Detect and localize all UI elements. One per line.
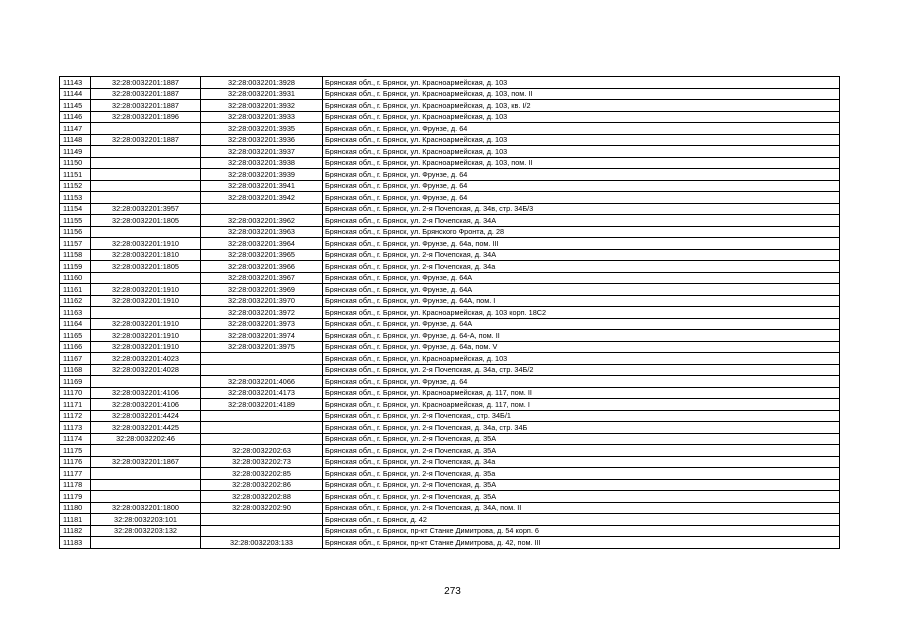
row-number-cell: 11152	[60, 180, 91, 192]
address-cell: Брянская обл., г. Брянск, ул. Красноармейская, д. 103 корп. 18С2	[323, 307, 840, 319]
cadastral-number-cell: 32:28:0032201:3942	[201, 192, 323, 204]
parent-cadastral-number-cell: 32:28:0032201:4106	[91, 399, 201, 411]
parent-cadastral-number-cell: 32:28:0032201:1887	[91, 88, 201, 100]
row-number-cell: 11172	[60, 410, 91, 422]
row-number-cell: 11145	[60, 100, 91, 112]
cadastral-number-cell: 32:28:0032201:3938	[201, 157, 323, 169]
table-row	[60, 376, 840, 388]
address-cell: Брянская обл., г. Брянск, ул. Фрунзе, д. 64а, пом. V	[323, 341, 840, 353]
address-cell: Брянская обл., г. Брянск, ул. Фрунзе, д. 64	[323, 376, 840, 388]
table-row	[60, 295, 840, 307]
address-cell: Брянская обл., г. Брянск, ул. 2-я Почепская, д. 34а, стр. 34Б/2	[323, 364, 840, 376]
cadastral-number-cell: 32:28:0032202:88	[201, 491, 323, 503]
parent-cadastral-number-cell	[91, 537, 201, 549]
row-number-cell: 11166	[60, 341, 91, 353]
row-number-cell: 11179	[60, 491, 91, 503]
row-number-cell: 11150	[60, 157, 91, 169]
page-number: 273	[444, 586, 461, 597]
row-number-cell: 11148	[60, 134, 91, 146]
parent-cadastral-number-cell: 32:28:0032201:1887	[91, 100, 201, 112]
row-number-cell: 11171	[60, 399, 91, 411]
address-cell: Брянская обл., г. Брянск, ул. Фрунзе, д. 64	[323, 123, 840, 135]
cadastral-number-cell: 32:28:0032201:3939	[201, 169, 323, 181]
table-row	[60, 111, 840, 123]
address-cell: Брянская обл., г. Брянск, ул. Брянского Фронта, д. 28	[323, 226, 840, 238]
cadastral-number-cell: 32:28:0032201:4173	[201, 387, 323, 399]
cadastral-number-cell: 32:28:0032201:3963	[201, 226, 323, 238]
row-number-cell: 11160	[60, 272, 91, 284]
address-cell: Брянская обл., г. Брянск, ул. Красноармейская, д. 103	[323, 146, 840, 158]
parent-cadastral-number-cell: 32:28:0032201:1910	[91, 341, 201, 353]
row-number-cell: 11144	[60, 88, 91, 100]
table-row	[60, 525, 840, 537]
parent-cadastral-number-cell: 32:28:0032201:1867	[91, 456, 201, 468]
cadastral-number-cell: 32:28:0032201:3931	[201, 88, 323, 100]
table-row	[60, 341, 840, 353]
table-row	[60, 307, 840, 319]
cadastral-number-cell: 32:28:0032202:90	[201, 502, 323, 514]
table-row	[60, 134, 840, 146]
row-number-cell: 11165	[60, 330, 91, 342]
address-cell: Брянская обл., г. Брянск, ул. 2-я Почепская, д. 34а, стр. 34Б	[323, 422, 840, 434]
cadastral-number-cell	[201, 203, 323, 215]
cadastral-number-cell	[201, 364, 323, 376]
registry-table	[59, 76, 840, 549]
table-row	[60, 537, 840, 549]
parent-cadastral-number-cell: 32:28:0032201:1910	[91, 284, 201, 296]
row-number-cell: 11158	[60, 249, 91, 261]
cadastral-number-cell	[201, 525, 323, 537]
row-number-cell: 11170	[60, 387, 91, 399]
row-number-cell: 11180	[60, 502, 91, 514]
cadastral-number-cell: 32:28:0032201:3937	[201, 146, 323, 158]
address-cell: Брянская обл., г. Брянск, ул. 2-я Почепская, д. 34А	[323, 215, 840, 227]
table-row	[60, 284, 840, 296]
cadastral-number-cell: 32:28:0032201:3967	[201, 272, 323, 284]
address-cell: Брянская обл., г. Брянск, ул. Красноармейская, д. 103, пом. II	[323, 157, 840, 169]
table-row	[60, 433, 840, 445]
cadastral-number-cell: 32:28:0032201:4066	[201, 376, 323, 388]
parent-cadastral-number-cell: 32:28:0032201:4028	[91, 364, 201, 376]
parent-cadastral-number-cell	[91, 468, 201, 480]
parent-cadastral-number-cell: 32:28:0032201:1805	[91, 261, 201, 273]
row-number-cell: 11181	[60, 514, 91, 526]
table-row	[60, 456, 840, 468]
table-row	[60, 215, 840, 227]
cadastral-number-cell: 32:28:0032201:3975	[201, 341, 323, 353]
row-number-cell: 11175	[60, 445, 91, 457]
address-cell: Брянская обл., г. Брянск, ул. 2-я Почепская, д. 34а	[323, 261, 840, 273]
table-row	[60, 491, 840, 503]
address-cell: Брянская обл., г. Брянск, ул. Фрунзе, д. 64а, пом. III	[323, 238, 840, 250]
table-row	[60, 399, 840, 411]
cadastral-number-cell	[201, 410, 323, 422]
address-cell: Брянская обл., г. Брянск, ул. Красноармейская, д. 103, пом. II	[323, 88, 840, 100]
row-number-cell: 11167	[60, 353, 91, 365]
address-cell: Брянская обл., г. Брянск, ул. 2-я Почепская, д. 35А	[323, 491, 840, 503]
address-cell: Брянская обл., г. Брянск, ул. 2-я Почепская, д. 34а	[323, 456, 840, 468]
cadastral-number-cell: 32:28:0032202:85	[201, 468, 323, 480]
parent-cadastral-number-cell: 32:28:0032203:132	[91, 525, 201, 537]
cadastral-number-cell: 32:28:0032201:3933	[201, 111, 323, 123]
parent-cadastral-number-cell	[91, 272, 201, 284]
parent-cadastral-number-cell: 32:28:0032201:4424	[91, 410, 201, 422]
cadastral-number-cell: 32:28:0032202:63	[201, 445, 323, 457]
parent-cadastral-number-cell: 32:28:0032201:1910	[91, 318, 201, 330]
row-number-cell: 11178	[60, 479, 91, 491]
cadastral-number-cell: 32:28:0032201:3969	[201, 284, 323, 296]
parent-cadastral-number-cell	[91, 226, 201, 238]
address-cell: Брянская обл., г. Брянск, ул. Фрунзе, д. 64	[323, 169, 840, 181]
address-cell: Брянская обл., г. Брянск, ул. Фрунзе, д. 64	[323, 192, 840, 204]
parent-cadastral-number-cell	[91, 376, 201, 388]
address-cell: Брянская обл., г. Брянск, ул. Фрунзе, д. 64А	[323, 272, 840, 284]
table-row	[60, 479, 840, 491]
parent-cadastral-number-cell: 32:28:0032201:1910	[91, 295, 201, 307]
table-row	[60, 249, 840, 261]
row-number-cell: 11168	[60, 364, 91, 376]
row-number-cell: 11169	[60, 376, 91, 388]
cadastral-number-cell: 32:28:0032201:4189	[201, 399, 323, 411]
row-number-cell: 11176	[60, 456, 91, 468]
parent-cadastral-number-cell: 32:28:0032201:1800	[91, 502, 201, 514]
cadastral-number-cell: 32:28:0032201:3974	[201, 330, 323, 342]
table-row	[60, 387, 840, 399]
cadastral-number-cell: 32:28:0032201:3965	[201, 249, 323, 261]
cadastral-number-cell: 32:28:0032201:3972	[201, 307, 323, 319]
cadastral-number-cell: 32:28:0032201:3966	[201, 261, 323, 273]
cadastral-number-cell	[201, 422, 323, 434]
row-number-cell: 11159	[60, 261, 91, 273]
parent-cadastral-number-cell	[91, 307, 201, 319]
table-row	[60, 226, 840, 238]
table-row	[60, 318, 840, 330]
parent-cadastral-number-cell: 32:28:0032201:1910	[91, 330, 201, 342]
row-number-cell: 11183	[60, 537, 91, 549]
cadastral-number-cell	[201, 353, 323, 365]
cadastral-number-cell: 32:28:0032201:3962	[201, 215, 323, 227]
address-cell: Брянская обл., г. Брянск, ул. Фрунзе, д. 64А, пом. I	[323, 295, 840, 307]
table-row	[60, 88, 840, 100]
table-row	[60, 422, 840, 434]
cadastral-number-cell: 32:28:0032201:3973	[201, 318, 323, 330]
parent-cadastral-number-cell: 32:28:0032201:1896	[91, 111, 201, 123]
address-cell: Брянская обл., г. Брянск, ул. Красноармейская, д. 117, пом. II	[323, 387, 840, 399]
row-number-cell: 11155	[60, 215, 91, 227]
cadastral-number-cell	[201, 433, 323, 445]
row-number-cell: 11182	[60, 525, 91, 537]
address-cell: Брянская обл., г. Брянск, ул. Красноармейская, д. 103, кв. I/2	[323, 100, 840, 112]
table-row	[60, 180, 840, 192]
address-cell: Брянская обл., г. Брянск, ул. Фрунзе, д. 64-А, пом. II	[323, 330, 840, 342]
table-row	[60, 192, 840, 204]
row-number-cell: 11143	[60, 77, 91, 89]
address-cell: Брянская обл., г. Брянск, ул. Красноармейская, д. 103	[323, 77, 840, 89]
address-cell: Брянская обл., г. Брянск, ул. Фрунзе, д. 64А	[323, 284, 840, 296]
table-row	[60, 238, 840, 250]
address-cell: Брянская обл., г. Брянск, ул. 2-я Почепская, д. 34в, стр. 34Б/3	[323, 203, 840, 215]
cadastral-number-cell: 32:28:0032201:3970	[201, 295, 323, 307]
table-row	[60, 330, 840, 342]
cadastral-number-cell: 32:28:0032201:3941	[201, 180, 323, 192]
address-cell: Брянская обл., г. Брянск, ул. 2-я Почепская, д. 35А	[323, 445, 840, 457]
registry-table-body	[60, 77, 840, 549]
parent-cadastral-number-cell	[91, 157, 201, 169]
cadastral-number-cell	[201, 514, 323, 526]
address-cell: Брянская обл., г. Брянск, ул. 2-я Почепская, д. 34А	[323, 249, 840, 261]
row-number-cell: 11161	[60, 284, 91, 296]
parent-cadastral-number-cell: 32:28:0032201:1910	[91, 238, 201, 250]
table-row	[60, 169, 840, 181]
address-cell: Брянская обл., г. Брянск, д. 42	[323, 514, 840, 526]
row-number-cell: 11164	[60, 318, 91, 330]
cadastral-number-cell: 32:28:0032201:3964	[201, 238, 323, 250]
parent-cadastral-number-cell: 32:28:0032202:46	[91, 433, 201, 445]
parent-cadastral-number-cell	[91, 445, 201, 457]
cadastral-number-cell: 32:28:0032203:133	[201, 537, 323, 549]
address-cell: Брянская обл., г. Брянск, ул. 2-я Почепская, д. 35а	[323, 468, 840, 480]
table-row	[60, 146, 840, 158]
parent-cadastral-number-cell	[91, 479, 201, 491]
parent-cadastral-number-cell: 32:28:0032201:4023	[91, 353, 201, 365]
parent-cadastral-number-cell: 32:28:0032201:4425	[91, 422, 201, 434]
row-number-cell: 11149	[60, 146, 91, 158]
address-cell: Брянская обл., г. Брянск, ул. 2-я Почепская, д. 35А	[323, 479, 840, 491]
parent-cadastral-number-cell: 32:28:0032201:1887	[91, 77, 201, 89]
parent-cadastral-number-cell	[91, 180, 201, 192]
address-cell: Брянская обл., г. Брянск, ул. 2-я Почепская, д. 34А, пом. II	[323, 502, 840, 514]
row-number-cell: 11157	[60, 238, 91, 250]
parent-cadastral-number-cell	[91, 146, 201, 158]
parent-cadastral-number-cell	[91, 123, 201, 135]
address-cell: Брянская обл., г. Брянск, ул. Фрунзе, д. 64	[323, 180, 840, 192]
address-cell: Брянская обл., г. Брянск, ул. Красноармейская, д. 117, пом. I	[323, 399, 840, 411]
cadastral-number-cell: 32:28:0032202:86	[201, 479, 323, 491]
row-number-cell: 11147	[60, 123, 91, 135]
address-cell: Брянская обл., г. Брянск, ул. Красноармейская, д. 103	[323, 134, 840, 146]
address-cell: Брянская обл., г. Брянск, ул. 2-я Почепская, д. 35А	[323, 433, 840, 445]
row-number-cell: 11153	[60, 192, 91, 204]
parent-cadastral-number-cell: 32:28:0032201:3957	[91, 203, 201, 215]
table-row	[60, 502, 840, 514]
table-row	[60, 468, 840, 480]
cadastral-number-cell: 32:28:0032201:3928	[201, 77, 323, 89]
address-cell: Брянская обл., г. Брянск, ул. 2-я Почепская,, стр. 34Б/1	[323, 410, 840, 422]
table-row	[60, 261, 840, 273]
cadastral-number-cell: 32:28:0032202:73	[201, 456, 323, 468]
table-row	[60, 410, 840, 422]
table-row	[60, 364, 840, 376]
address-cell: Брянская обл., г. Брянск, пр-кт Станке Димитрова, д. 54 корп. 6	[323, 525, 840, 537]
address-cell: Брянская обл., г. Брянск, пр-кт Станке Димитрова, д. 42, пом. III	[323, 537, 840, 549]
row-number-cell: 11177	[60, 468, 91, 480]
parent-cadastral-number-cell: 32:28:0032201:1805	[91, 215, 201, 227]
parent-cadastral-number-cell	[91, 192, 201, 204]
row-number-cell: 11173	[60, 422, 91, 434]
parent-cadastral-number-cell	[91, 491, 201, 503]
cadastral-number-cell: 32:28:0032201:3932	[201, 100, 323, 112]
row-number-cell: 11156	[60, 226, 91, 238]
row-number-cell: 11174	[60, 433, 91, 445]
table-row	[60, 123, 840, 135]
table-row	[60, 203, 840, 215]
table-row	[60, 157, 840, 169]
table-row	[60, 445, 840, 457]
table-row	[60, 353, 840, 365]
address-cell: Брянская обл., г. Брянск, ул. Красноармейская, д. 103	[323, 353, 840, 365]
cadastral-number-cell: 32:28:0032201:3936	[201, 134, 323, 146]
row-number-cell: 11163	[60, 307, 91, 319]
address-cell: Брянская обл., г. Брянск, ул. Красноармейская, д. 103	[323, 111, 840, 123]
parent-cadastral-number-cell: 32:28:0032201:1887	[91, 134, 201, 146]
cadastral-number-cell: 32:28:0032201:3935	[201, 123, 323, 135]
row-number-cell: 11146	[60, 111, 91, 123]
table-row	[60, 77, 840, 89]
table-row	[60, 272, 840, 284]
table-row	[60, 514, 840, 526]
parent-cadastral-number-cell	[91, 169, 201, 181]
row-number-cell: 11151	[60, 169, 91, 181]
address-cell: Брянская обл., г. Брянск, ул. Фрунзе, д. 64А	[323, 318, 840, 330]
parent-cadastral-number-cell: 32:28:0032201:1810	[91, 249, 201, 261]
table-row	[60, 100, 840, 112]
parent-cadastral-number-cell: 32:28:0032203:101	[91, 514, 201, 526]
row-number-cell: 11154	[60, 203, 91, 215]
row-number-cell: 11162	[60, 295, 91, 307]
parent-cadastral-number-cell: 32:28:0032201:4106	[91, 387, 201, 399]
